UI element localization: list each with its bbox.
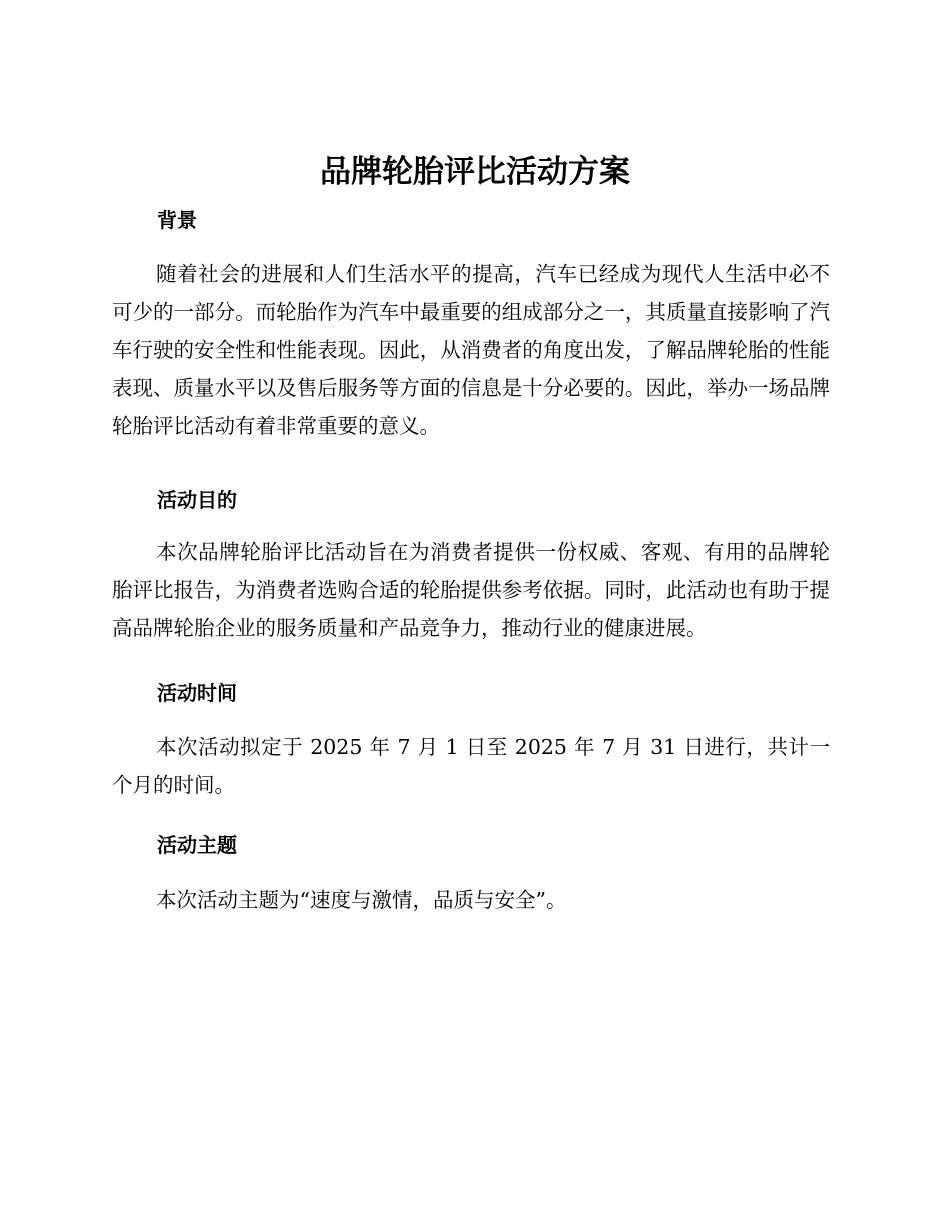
- section-heading-theme: 活动主题: [157, 833, 237, 857]
- section-body-background: 随着社会的进展和人们生活水平的提高，汽车已经成为现代人生活中必不可少的一部分。而轮胎作为汽车中最重要的组成部分之一，其质量直接影响了汽车行驶的安全性和性能表现。因此，从消费者的角度出发，了解品牌轮胎的性能表现、质量水平以及售后服务等方面的信息是十分必要的。因此，举办一场品牌轮胎评比活动有着非常重要的意义。: [112, 262, 830, 438]
- section-body-time: 本次活动拟定于 2025 年 7 月 1 日至 2025 年 7 月 31 日进行，共计一个月的时间。: [112, 735, 830, 797]
- section-body-purpose: 本次品牌轮胎评比活动旨在为消费者提供一份权威、客观、有用的品牌轮胎评比报告，为消费者选购合适的轮胎提供参考依据。同时，此活动也有助于提高品牌轮胎企业的服务质量和产品竞争力，推动行业的健康进展。: [112, 540, 830, 640]
- section-heading-background: 背景: [157, 208, 197, 232]
- section-heading-purpose: 活动目的: [157, 488, 237, 512]
- section-body-theme: 本次活动主题为“速度与激情，品质与安全”。: [156, 888, 567, 912]
- document-title: 品牌轮胎评比活动方案: [320, 154, 630, 190]
- section-heading-time: 活动时间: [157, 681, 237, 705]
